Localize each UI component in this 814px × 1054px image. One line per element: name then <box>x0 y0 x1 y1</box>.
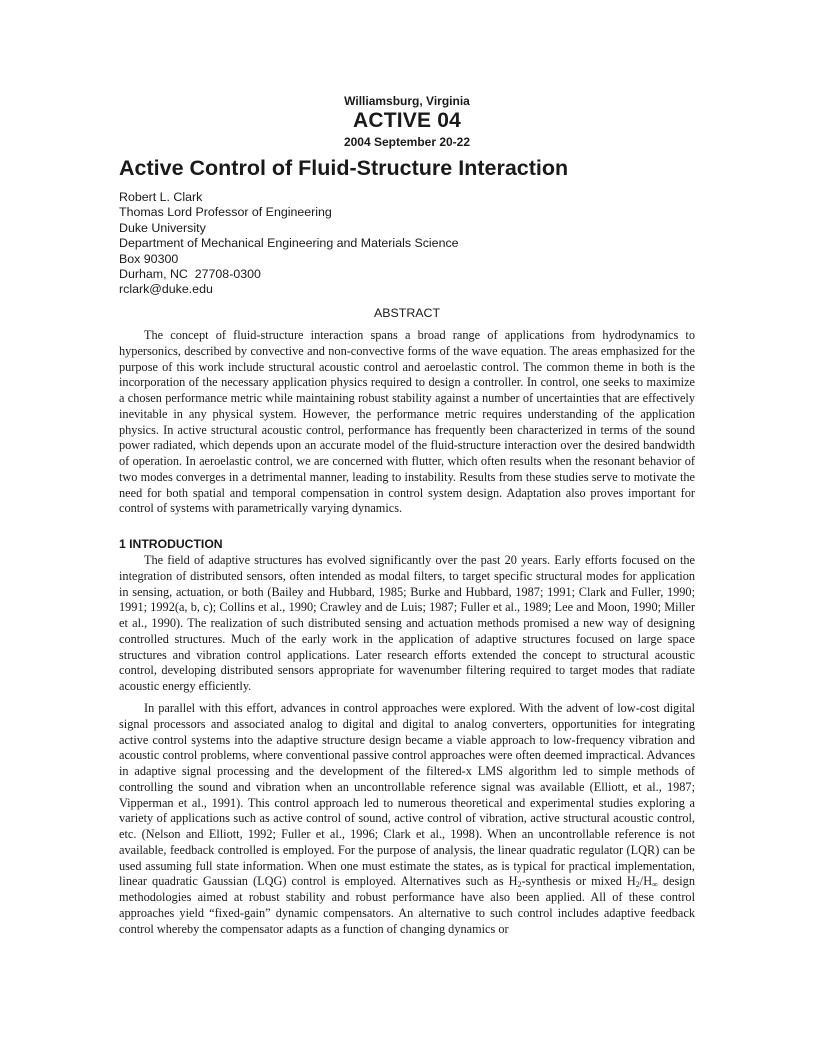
conference-location: Williamsburg, Virginia <box>344 94 470 108</box>
section-heading-introduction: 1 INTRODUCTION <box>119 537 223 551</box>
abstract-text: The concept of fluid-structure interaction spans a broad range of applications from hydrodynamics to hypersonics, described by convective and non-convective forms of the wave equation. The areas emphasized for the purpose of this work include structural acoustic control and aeroelastic control. The common theme in both is the incorporation of the necessary application physics required to design a controller. In control, one seeks to maximize a chosen performance metric while maintaining robust stability against a number of uncertainties that are effectively inevitable in any physical system. However, the performance metric requires understanding of the application physics. In active structural acoustic control, performance has frequently been characterized in terms of the sound power radiated, which depends upon an accurate model of the fluid-structure interaction over the desired bandwidth of operation. In aeroelastic control, we are concerned with flutter, which often results when the resonant behavior of two modes converges in a detrimental manner, leading to instability. Results from these studies serve to motivate the need for both spatial and temporal compensation in control system design. Adaptation also proves important for control of systems with parametrically varying dynamics. <box>119 328 695 516</box>
h2-subscript: 2 <box>517 880 522 890</box>
paper-title: Active Control of Fluid-Structure Interaction <box>119 156 569 180</box>
hinf-subscript: ∞ <box>652 880 658 890</box>
author-university: Duke University <box>119 220 206 235</box>
para2-text-b: -synthesis or mixed H <box>521 874 636 889</box>
conference-date: 2004 September 20-22 <box>343 135 471 149</box>
abstract-heading: ABSTRACT <box>373 306 441 320</box>
author-email: rclark@duke.edu <box>119 282 213 297</box>
author-block <box>119 190 459 298</box>
para2-text-a: In parallel with this effort, advances in control approaches were explored. With the advent of low-cost digital signal processors and associated analog to digital and digital to analog converters, opportunities for integrating active control systems into the adaptive structure design became a viable approach to low-frequency vibration and acoustic control problems, where conventional passive control approaches were often deemed impractical. Advances in adaptive signal processing and the development of the filtered-x LMS algorithm led to simple methods of controlling the sound and vibration when an uncontrollable reference signal was available (Elliott, et al., 1987; Vipperman et al., 1991). This control approach led to numerous theoretical and experimental studies exploring a variety of applications such as active control of sound, active control of vibration, active structural acoustic control, etc. (Nelson and Elliott, 1992; Fuller et al., 1996; Clark et al., 1998). When an uncontrollable reference is not available, feedback controlled is employed. For the purpose of analysis, the linear quadratic regulator (LQR) can be used assuming full state information. When one must estimate the states, as is typical for practical implementation, linear quadratic Gaussian (LQG) control is employed. Alternatives such as H <box>119 701 695 889</box>
author-box: Box 90300 <box>119 251 179 266</box>
author-position: Thomas Lord Professor of Engineering <box>119 205 332 220</box>
para2-text-d: design methodologies aimed at robust stability and robust performance have also been applied. All of these control approaches yield “fixed-gain” dynamic compensators. An alternative to such control includes adaptive feedback control whereby the compensator adapts as a function of changing dynamics or <box>119 874 695 936</box>
para2-text-c: /H <box>639 874 653 889</box>
conference-name: ACTIVE 04 <box>353 109 461 132</box>
h2-subscript-b: 2 <box>635 880 640 890</box>
author-department: Department of Mechanical Engineering and Materials Science <box>119 236 459 251</box>
introduction-paragraph-1: The field of adaptive structures has evolved significantly over the past 20 years. Early efforts focused on the integration of distributed sensors, often intended as modal filters, to target specific structural modes for application in sensing, actuation, or both (Bailey and Hubbard, 1985; Burke and Hubbard, 1987; 1991; Clark and Fuller, 1990; 1991; 1992(a, b, c); Collins et al., 1990; Crawley and de Luis; 1987; Fuller et al., 1989; Lee and Moon, 1990; Miller et al., 1990). The realization of such distributed sensing and actuation methods promised a new way of designing controlled structures. Much of the early work in the application of adaptive structures focused on large space structures and vibration control applications. Later research efforts extended the concept to structural acoustic control, developing distributed sensors appropriate for wavenumber filtering required to target modes that radiate acoustic energy efficiently. <box>119 553 695 693</box>
author-name: Robert L. Clark <box>119 190 203 204</box>
introduction-paragraph-2 <box>119 701 695 937</box>
author-city: Durham, NC 27708-0300 <box>119 267 261 282</box>
